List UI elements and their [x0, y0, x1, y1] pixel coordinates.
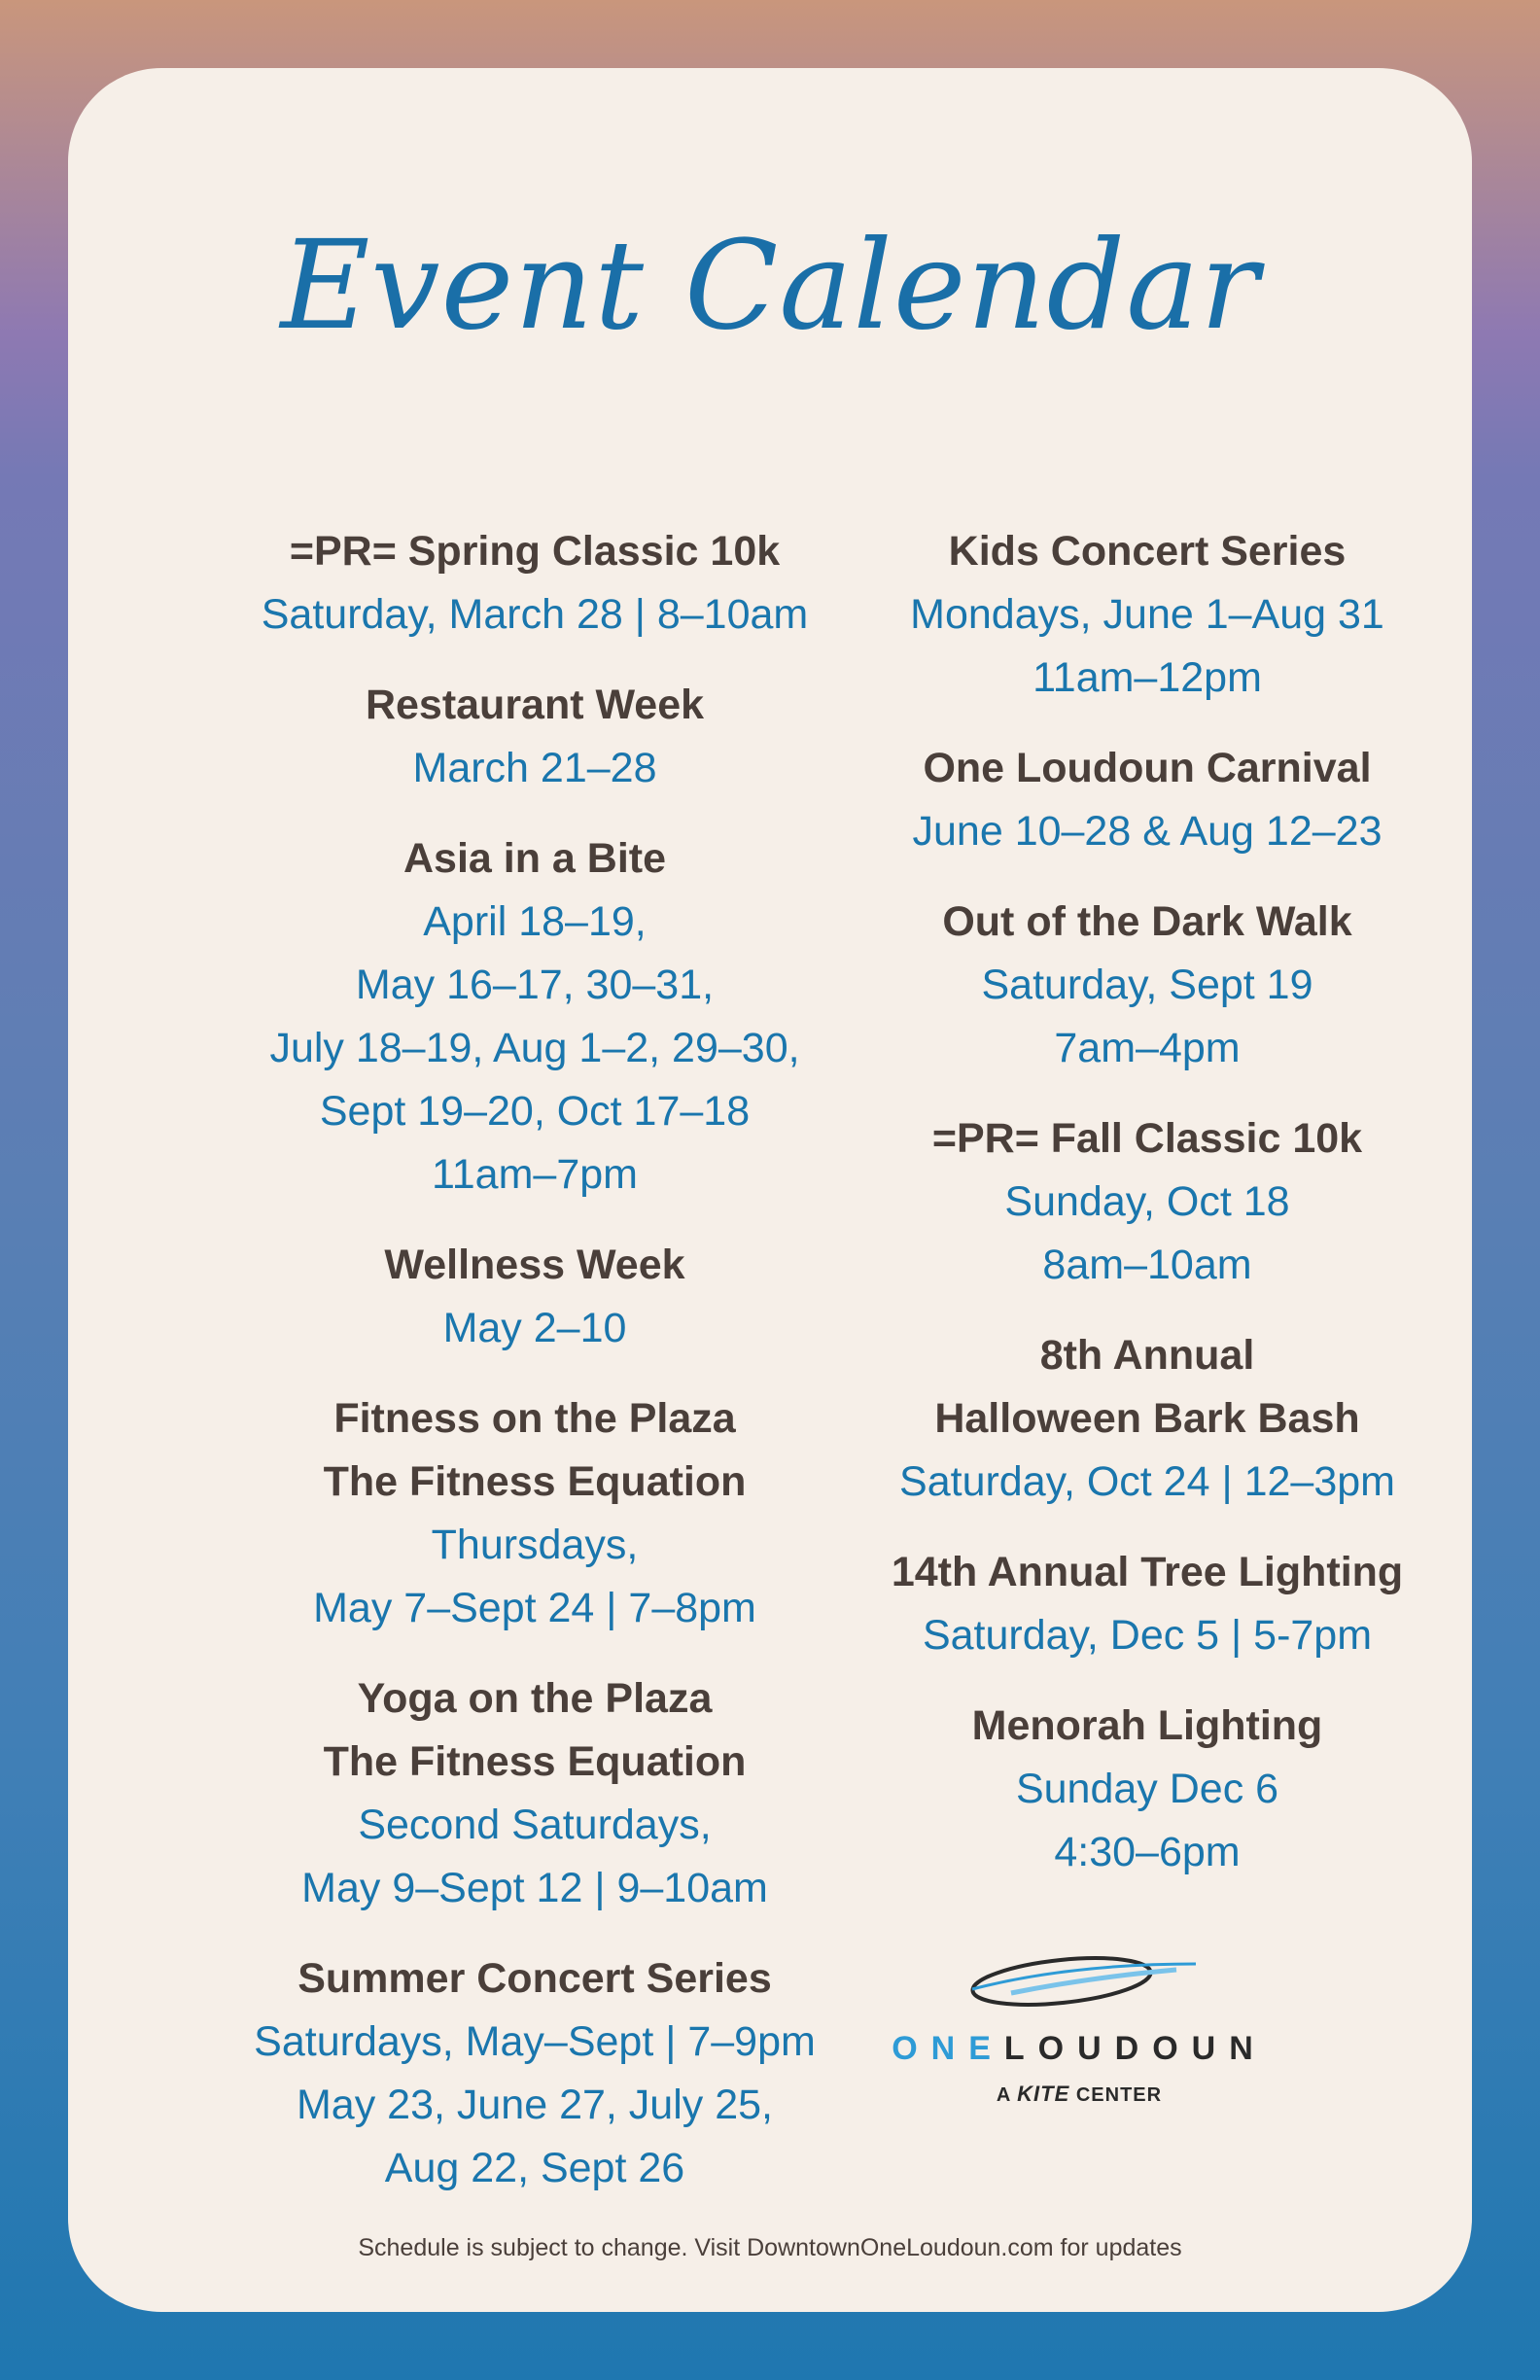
event-date: Sunday, Oct 18 — [1004, 1178, 1290, 1225]
event-item — [836, 1541, 1458, 1667]
event-date: Thursdays, — [431, 1522, 639, 1568]
event-name: Kids Concert Series — [948, 528, 1347, 575]
event-date: May 7–Sept 24 | 7–8pm — [313, 1585, 756, 1631]
event-date: 11am–12pm — [1032, 654, 1262, 701]
event-date: March 21–28 — [412, 745, 657, 791]
event-item — [185, 520, 885, 647]
event-name: Menorah Lighting — [971, 1702, 1323, 1749]
event-date: Sept 19–20, Oct 17–18 — [319, 1088, 751, 1135]
event-name: 8th Annual — [1039, 1332, 1255, 1379]
event-date: May 2–10 — [442, 1305, 627, 1351]
event-date: 8am–10am — [1042, 1242, 1252, 1288]
tag-center: CENTER — [1075, 2084, 1163, 2106]
event-item — [185, 1667, 885, 1920]
event-date: 4:30–6pm — [1054, 1829, 1241, 1875]
event-date: June 10–28 & Aug 12–23 — [912, 808, 1382, 855]
event-name: =PR= Spring Classic 10k — [289, 528, 781, 575]
event-item — [185, 1234, 885, 1360]
event-date: April 18–19, — [423, 898, 647, 945]
event-date: Saturday, March 28 | 8–10am — [261, 591, 809, 638]
event-date: Saturday, Sept 19 — [981, 962, 1313, 1008]
swoosh-icon — [953, 1944, 1206, 2012]
event-name-secondary: The Fitness Equation — [323, 1458, 747, 1505]
event-date: Saturday, Dec 5 | 5-7pm — [922, 1612, 1373, 1659]
event-name: Summer Concert Series — [298, 1955, 772, 2002]
right-column — [836, 520, 1458, 1911]
event-item — [836, 1107, 1458, 1297]
event-item — [836, 1695, 1458, 1884]
event-item — [185, 674, 885, 800]
event-date: 11am–7pm — [432, 1151, 638, 1198]
event-name: Fitness on the Plaza — [333, 1395, 736, 1442]
event-date: May 9–Sept 12 | 9–10am — [301, 1865, 768, 1911]
page-title: Event Calendar — [280, 214, 1260, 357]
event-name-secondary: The Fitness Equation — [323, 1738, 747, 1785]
event-item — [836, 737, 1458, 863]
left-column — [185, 520, 885, 2227]
event-item — [185, 827, 885, 1207]
tag-kite: KITE — [1017, 2082, 1070, 2106]
event-date: May 23, June 27, July 25, — [296, 2082, 773, 2128]
one-loudoun-logo — [856, 1944, 1303, 2139]
footer-note: Schedule is subject to change. Visit DowntownOneLoudoun.com for updates — [358, 2234, 1182, 2261]
event-name: =PR= Fall Classic 10k — [931, 1115, 1363, 1162]
event-date: 7am–4pm — [1054, 1025, 1241, 1071]
event-name-secondary: Halloween Bark Bash — [934, 1395, 1360, 1442]
event-item — [836, 1324, 1458, 1514]
event-item — [185, 1947, 885, 2200]
event-name: 14th Annual Tree Lighting — [891, 1549, 1404, 1595]
event-name: One Loudoun Carnival — [923, 745, 1372, 791]
event-name: Wellness Week — [384, 1242, 685, 1288]
event-date: Aug 22, Sept 26 — [384, 2145, 685, 2191]
event-name: Out of the Dark Walk — [942, 898, 1352, 945]
event-name: Asia in a Bite — [402, 835, 667, 882]
event-name: Restaurant Week — [365, 682, 705, 728]
event-date: May 16–17, 30–31, — [355, 962, 715, 1008]
brand-one: ONE — [892, 2030, 1004, 2067]
event-item — [185, 1387, 885, 1640]
brand-wordmark — [856, 2030, 1303, 2068]
event-item — [836, 520, 1458, 710]
event-date: Saturdays, May–Sept | 7–9pm — [254, 2018, 816, 2065]
event-date: Mondays, June 1–Aug 31 — [910, 591, 1384, 638]
event-item — [836, 891, 1458, 1080]
tag-a: A — [996, 2084, 1011, 2106]
event-date: Sunday Dec 6 — [1015, 1766, 1279, 1812]
brand-tagline — [856, 2082, 1303, 2107]
event-date: Second Saturdays, — [358, 1802, 712, 1848]
event-date: July 18–19, Aug 1–2, 29–30, — [269, 1025, 800, 1071]
event-date: Saturday, Oct 24 | 12–3pm — [899, 1458, 1395, 1505]
event-name: Yoga on the Plaza — [357, 1675, 713, 1722]
brand-loudoun: LOUDOUN — [1003, 2030, 1267, 2067]
